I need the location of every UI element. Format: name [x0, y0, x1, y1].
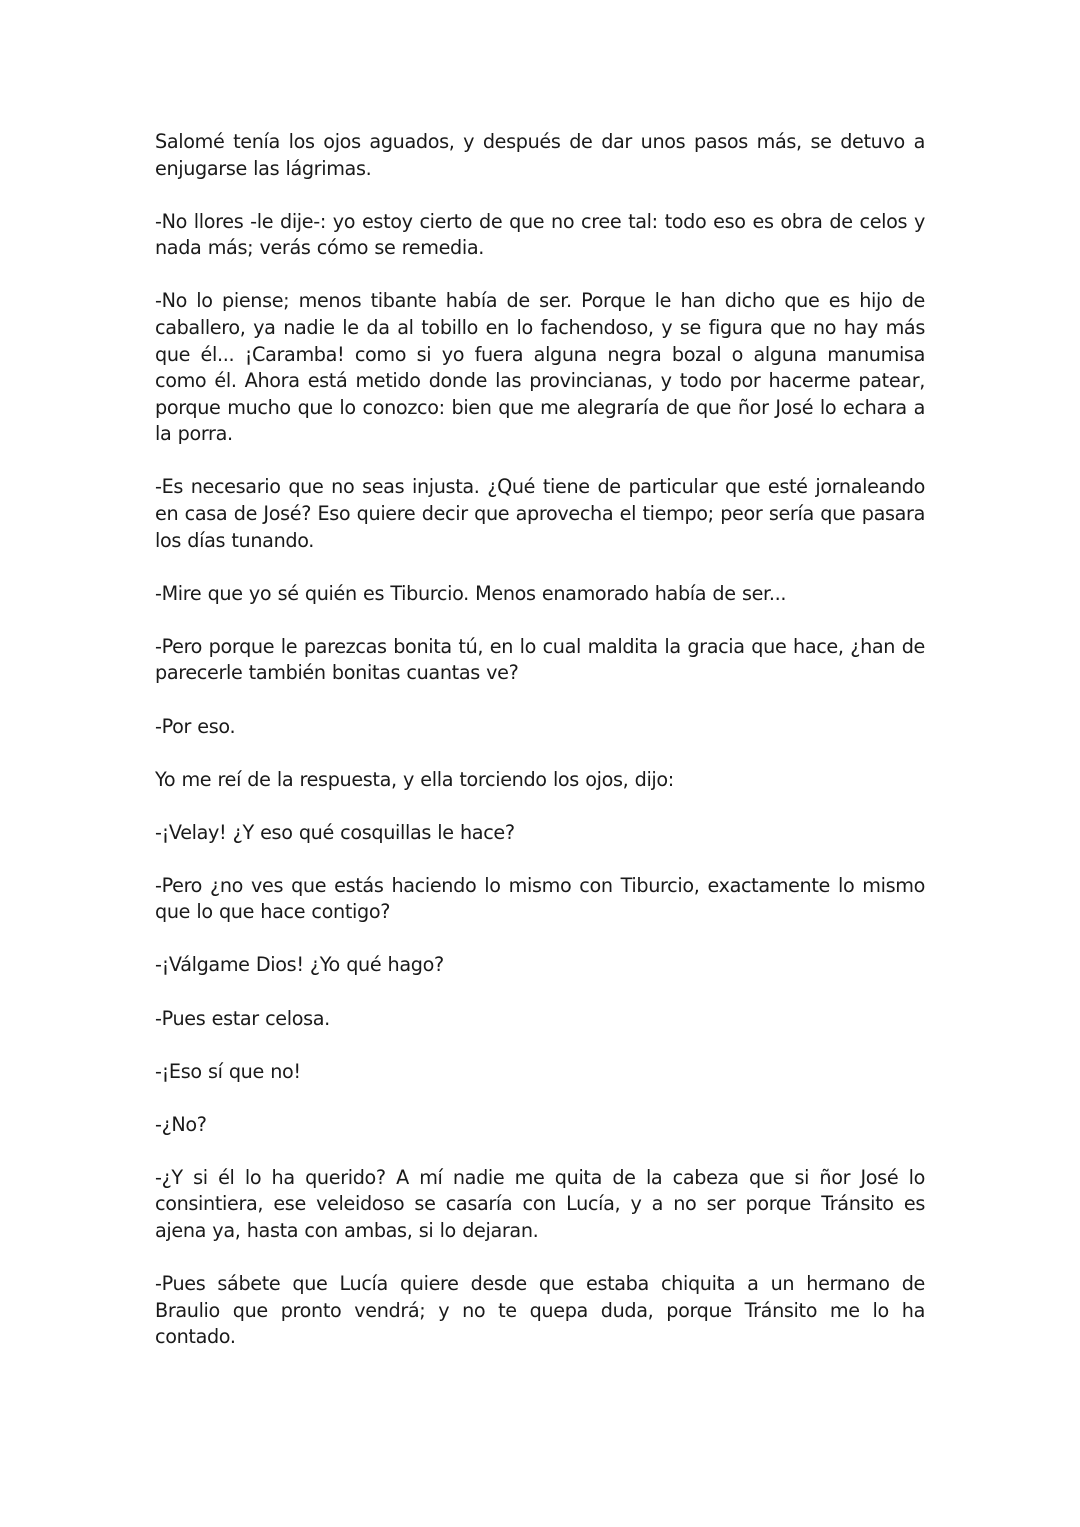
paragraph-no-ves: -Pero ¿no ves que estás haciendo lo mismo con Tiburcio, exactamente lo mismo que lo que hace contigo? [155, 873, 925, 924]
paragraph-mire-que-yo-se: -Mire que yo sé quién es Tiburcio. Menos enamorado había de ser... [155, 581, 787, 605]
paragraph-pues-sabete: -Pues sábete que Lucía quiere desde que estaba chiquita a un hermano de Braulio que pronto vendrá; y no te quepa duda, porque Tránsito me lo ha contado. [155, 1272, 925, 1349]
document-page [155, 129, 925, 1377]
paragraph-y-si-el: -¿Y si él lo ha querido? A mí nadie me quita de la cabeza que si ñor José lo consintiera, ese veleidoso se casaría con Lucía, y a no ser porque Tránsito es ajena ya, hasta con ambas, si lo dejaran. [155, 1165, 925, 1243]
paragraph-pero-porque: -Pero porque le parezcas bonita tú, en lo cual maldita la gracia que hace, ¿han de parecerle también bonitas cuantas ve? [155, 634, 925, 685]
paragraph-yo-me-rei: Yo me reí de la respuesta, y ella torciendo los ojos, dijo: [155, 767, 674, 791]
paragraph-valgame-dios: -¡Válgame Dios! ¿Yo qué hago? [155, 953, 444, 977]
paragraph-pues-estar-celosa: -Pues estar celosa. [155, 1006, 330, 1030]
paragraph-por-eso: -Por eso. [155, 714, 236, 738]
paragraph-salome-tears: Salomé tenía los ojos aguados, y después de dar unos pasos más, se detuvo a enjugarse las lágrimas. [155, 130, 925, 180]
paragraph-no-llores: -No llores -le dije-: yo estoy cierto de que no cree tal: todo eso es obra de celos y nada más; verás cómo se remedia. [155, 209, 925, 260]
paragraph-es-necesario: -Es necesario que no seas injusta. ¿Qué tiene de particular que esté jornaleando en casa de José? Eso quiere decir que aprovecha el tiempo; peor sería que pasara los días tunando. [155, 475, 925, 552]
paragraph-eso-si-que-no: -¡Eso sí que no! [155, 1059, 301, 1083]
paragraph-no-lo-piense: -No lo piense; menos tibante había de ser. Porque le han dicho que es hijo de caballero, ya nadie le da al tobillo en lo fachendoso, y se figura que no hay más que él... ¡Caramba! como si yo fuera alguna negra bozal o alguna manumisa como él. Ahora está metido donde las provincianas, y todo por hacerme patear, porque mucho que lo conozco: bien que me alegraría de que ñor José lo echara a la porra. [155, 289, 925, 446]
paragraph-velay: -¡Velay! ¿Y eso qué cosquillas le hace? [155, 820, 515, 844]
paragraph-no-question: -¿No? [155, 1112, 207, 1136]
